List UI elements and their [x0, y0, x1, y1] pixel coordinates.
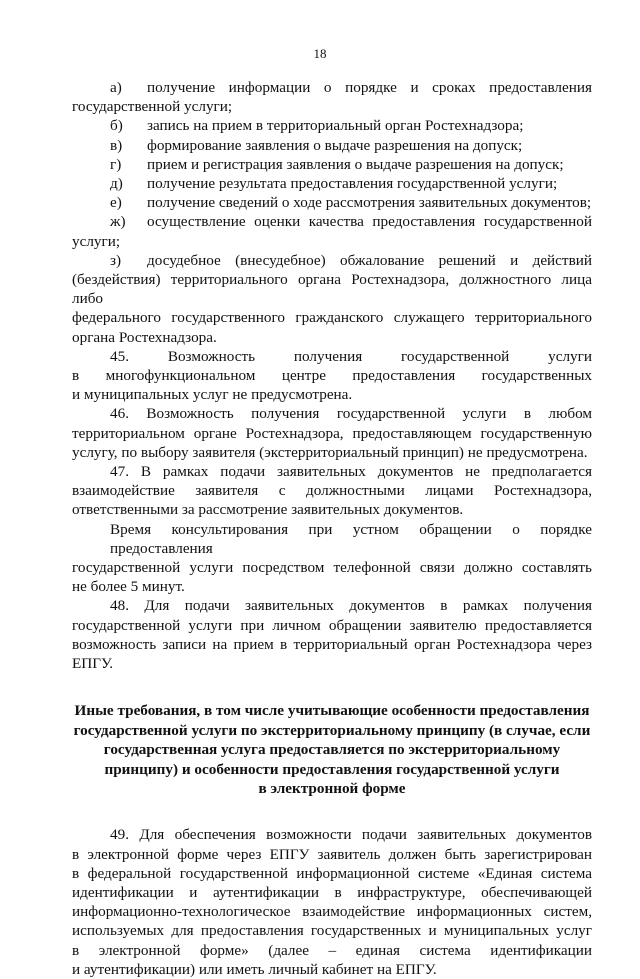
list-item-zh	[72, 212, 592, 250]
list-item-text: получение результата предоставления государственной услуги;	[147, 175, 558, 193]
paragraph-line: идентификации и аутентификации в инфраструктуре, обеспечивающей	[72, 883, 592, 901]
list-item-d	[72, 174, 592, 193]
list-item-text: получение сведений о ходе рассмотрения заявительных документов;	[147, 194, 592, 212]
heading-line: Иные требования, в том числе учитывающие особенности предоставления	[74, 702, 590, 720]
paragraph-line: 46. Возможность получения государственной услуги в любом	[110, 405, 592, 423]
paragraph-line: территориальном органе Ростехнадзора, предоставляющем государственную	[72, 424, 592, 442]
page-content	[72, 78, 592, 979]
paragraph-45	[72, 347, 592, 405]
heading-line: государственной услуги по экстерриториальному принципу (в случае, если	[73, 721, 591, 739]
list-item-v	[72, 136, 592, 155]
list-item-continuation: федерального государственного гражданского служащего территориального	[72, 309, 592, 327]
paragraph-line: в электронной форме через ЕПГУ заявитель должен быть зарегистрирован	[72, 845, 592, 863]
paragraph-line: и аутентификации) или иметь личный кабинет на ЕПГУ.	[72, 960, 437, 978]
list-item-label: д)	[110, 175, 123, 193]
list-item-label: з)	[110, 251, 122, 269]
list-item-continuation: органа Ростехнадзора.	[72, 328, 217, 346]
list-item-text: получение информации о порядке и сроках предоставления	[147, 79, 592, 96]
list-item-b	[72, 116, 592, 135]
heading-line: государственная услуга предоставляется по экстерриториальному	[103, 741, 561, 759]
list-item-label: в)	[110, 136, 123, 154]
list-item-text: запись на прием в территориальный орган Ростехнадзора;	[147, 117, 524, 135]
paragraph-line: 47. В рамках подачи заявительных документов не предполагается	[110, 463, 592, 481]
list-item-z	[72, 251, 592, 347]
list-item-label: е)	[110, 194, 122, 212]
paragraph-line: ответственными за рассмотрение заявительных документов.	[72, 501, 464, 519]
paragraph-line: взаимодействие заявителя с должностными лицами Ростехнадзора,	[72, 482, 592, 500]
paragraph-consultation	[72, 520, 592, 597]
paragraph-line: Время консультирования при устном обращении о порядке предоставления	[110, 520, 592, 557]
list-item-continuation: государственной услуги;	[72, 98, 233, 116]
heading-line: в электронной форме	[258, 779, 406, 797]
paragraph-47	[72, 462, 592, 520]
list-item-continuation: (бездействия) территориального органа Ростехнадзора, должностного лица либо	[72, 271, 592, 308]
paragraph-line: не более 5 минут.	[72, 578, 185, 596]
list-item-label: б)	[110, 117, 123, 135]
list-item-label: г)	[110, 155, 122, 173]
section-heading	[72, 701, 592, 798]
list-item-text: прием и регистрация заявления о выдаче разрешения на допуск;	[147, 155, 564, 173]
paragraph-49	[72, 825, 592, 979]
list-item-label: а)	[110, 79, 122, 96]
paragraph-line: услугу, по выбору заявителя (экстерриториальный принцип) не предусмотрена.	[72, 443, 588, 461]
paragraph-line: информационно-технологическое взаимодействие информационных систем,	[72, 903, 592, 921]
paragraph-line: государственной услуги при личном обращении заявителю предоставляется	[72, 616, 592, 634]
list-item-text: досудебное (внесудебное) обжалование решений и действий	[147, 251, 592, 269]
paragraph-line: возможность записи на прием в территориальный орган Ростехнадзора через	[72, 635, 592, 653]
heading-line: принципу) и особенности предоставления государственной услуги	[104, 760, 560, 778]
page-number: 18	[313, 46, 327, 61]
paragraph-line: в электронной форме» (далее – единая система идентификации	[72, 941, 592, 959]
paragraph-line: государственной услуги посредством телефонной связи должно составлять	[72, 559, 592, 577]
paragraph-46	[72, 404, 592, 462]
paragraph-line: 49. Для обеспечения возможности подачи заявительных документов	[110, 826, 592, 844]
paragraph-line: 48. Для подачи заявительных документов в рамках получения	[110, 597, 592, 615]
paragraph-line: ЕПГУ.	[72, 655, 114, 673]
list-item-continuation: услуги;	[72, 232, 121, 250]
list-item-text: формирование заявления о выдаче разрешения на допуск;	[147, 136, 523, 154]
paragraph-line: 45. Возможность получения государственной услуги	[110, 347, 592, 365]
paragraph-line: используемых для предоставления государственных и муниципальных услуг	[72, 922, 592, 940]
list-item-g	[72, 155, 592, 174]
paragraph-line: в многофункциональном центре предоставления государственных	[72, 367, 592, 385]
paragraph-48	[72, 596, 592, 673]
paragraph-line: в федеральной государственной информационной системе «Единая система	[72, 864, 592, 882]
list-item-text: осуществление оценки качества предоставления государственной	[147, 213, 592, 231]
list-item-a	[72, 78, 592, 116]
list-item-e	[72, 193, 592, 212]
paragraph-line: и муниципальных услуг не предусмотрена.	[72, 386, 353, 404]
list-item-label: ж)	[110, 213, 126, 231]
